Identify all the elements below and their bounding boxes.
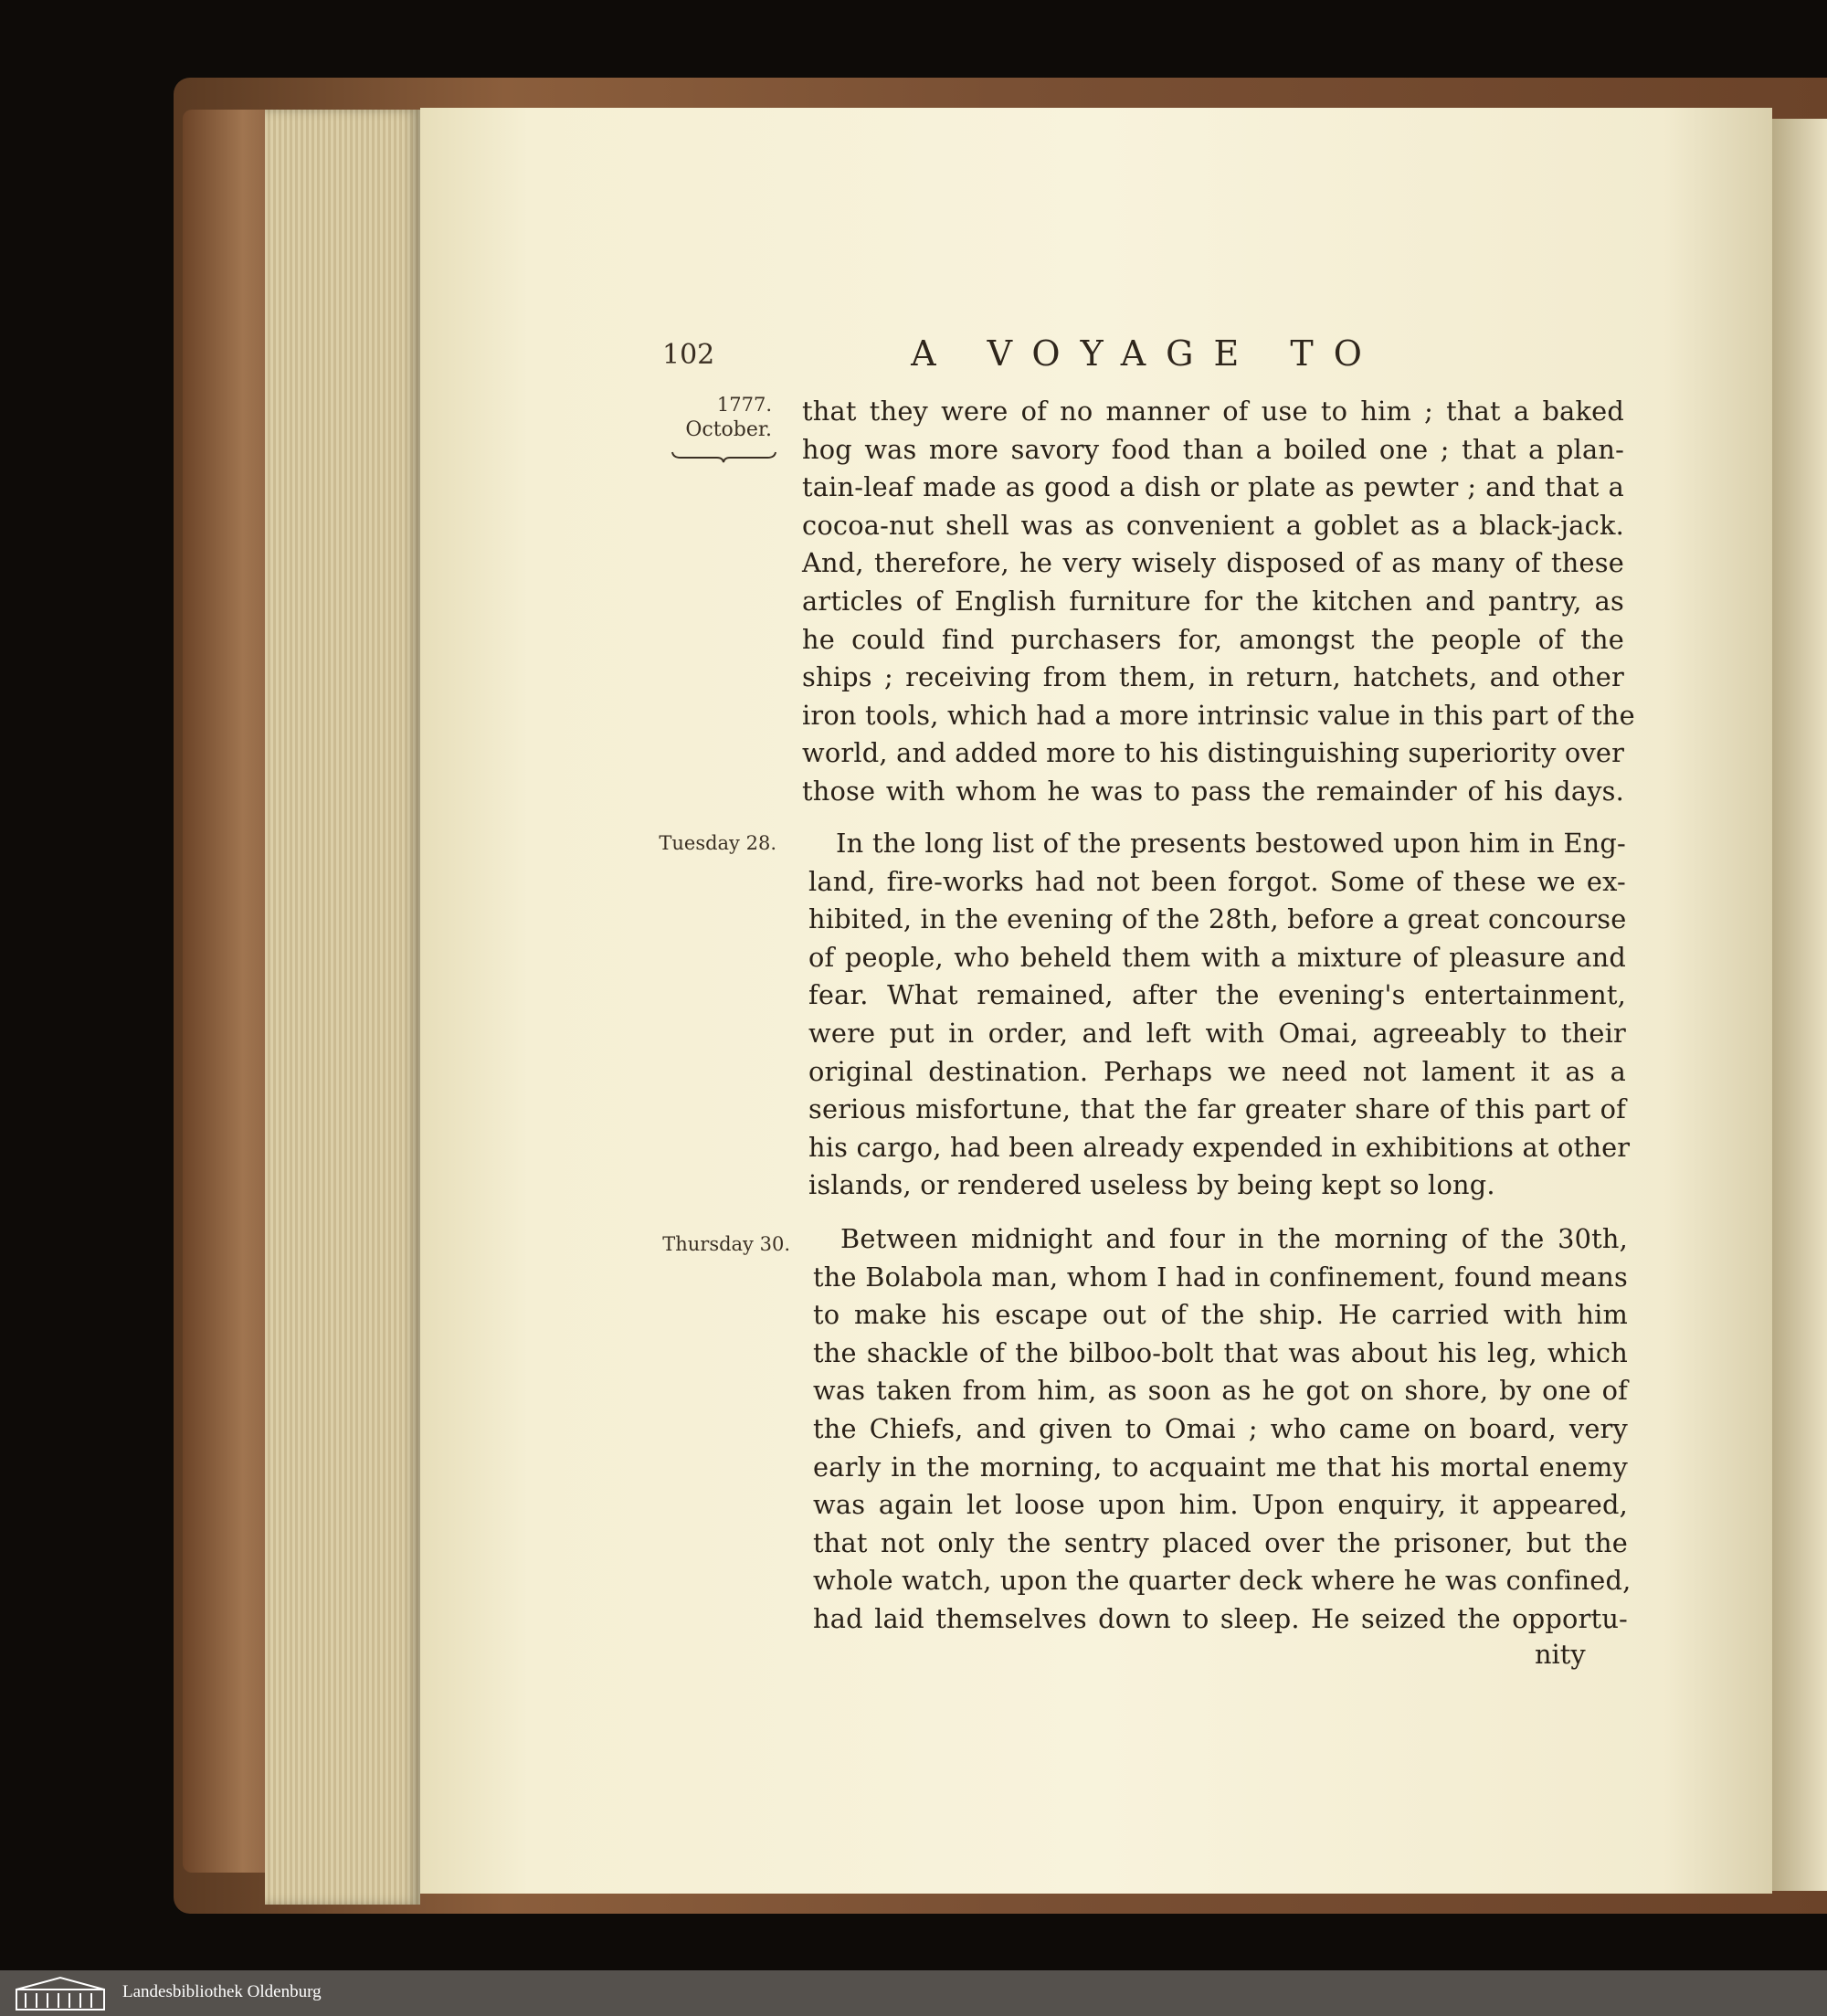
- paragraph-1: [802, 393, 1635, 811]
- paragraph-3: [813, 1220, 1632, 1639]
- text-line: those with whom he was to pass the remainder of his days.: [802, 775, 1624, 807]
- text-line: In the long list of the presents bestowed upon him in Eng-: [836, 828, 1626, 859]
- page-number: 102: [662, 339, 715, 371]
- text-line: cocoa-nut shell was as convenient a goblet as a black-jack.: [802, 509, 1624, 541]
- text-line: his cargo, had been already expended in exhibitions at other: [808, 1131, 1631, 1163]
- text-line: articles of English furniture for the kitchen and pantry, as: [802, 585, 1624, 617]
- facing-page-edge: [1772, 119, 1827, 1891]
- text-line: And, therefore, he very wisely disposed of as many of these: [802, 547, 1624, 579]
- text-line: Between midnight and four in the morning of the 30th,: [840, 1223, 1628, 1254]
- text-line: ships ; receiving from them, in return, hatchets, and other: [802, 661, 1624, 693]
- text-line: the Chiefs, and given to Omai ; who came on board, very: [813, 1412, 1628, 1444]
- text-line: was again let loose upon him. Upon enquiry, it appeared,: [813, 1489, 1628, 1521]
- text-line: he could find purchasers for, amongst the people of the: [802, 623, 1624, 655]
- text-line: were put in order, and left with Omai, agreeably to their: [808, 1017, 1626, 1049]
- footer-institution-name: Landesbibliothek Oldenburg: [122, 1982, 322, 2001]
- margin-note-thursday: Thursday 30.: [662, 1233, 790, 1255]
- text-line: serious misfortune, that the far greater share of this part of: [808, 1093, 1626, 1125]
- running-title: A VOYAGE TO: [911, 333, 1382, 374]
- text-line: was taken from him, as soon as he got on shore, by one of: [813, 1375, 1628, 1407]
- margin-note-year: 1777.: [716, 394, 772, 416]
- text-line: iron tools, which had a more intrinsic value in this part of the: [802, 699, 1635, 731]
- text-line: early in the morning, to acquaint me that his mortal enemy: [813, 1451, 1628, 1483]
- text-line: hibited, in the evening of the 28th, before a great concourse: [808, 903, 1627, 935]
- margin-note-tuesday: Tuesday 28.: [659, 832, 776, 854]
- text-line: hog was more savory food than a boiled one ; that a plan-: [802, 433, 1624, 465]
- text-line: tain-leaf made as good a dish or plate as pewter ; and that a: [802, 471, 1624, 503]
- paragraph-2: [808, 825, 1631, 1205]
- catchword: nity: [1535, 1639, 1586, 1670]
- page-block-edges: [265, 110, 420, 1905]
- text-line: to make his escape out of the ship. He carried with him: [813, 1299, 1628, 1331]
- margin-brace-icon: [671, 450, 776, 463]
- library-building-icon: [15, 1975, 106, 2011]
- text-line: that they were of no manner of use to him ; that a baked: [802, 396, 1624, 427]
- text-line: whole watch, upon the quarter deck where he was confined,: [813, 1565, 1632, 1597]
- text-line: original destination. Perhaps we need not lament it as a: [808, 1055, 1626, 1087]
- text-line: had laid themselves down to sleep. He seized the opportu-: [813, 1602, 1628, 1634]
- text-line: the shackle of the bilboo-bolt that was about his leg, which: [813, 1336, 1628, 1368]
- footer-bar: [0, 1970, 1827, 2016]
- running-head: [662, 333, 1631, 379]
- text-line: islands, or rendered useless by being kept so long.: [808, 1169, 1495, 1201]
- text-line: land, fire-works had not been forgot. Some of these we ex-: [808, 865, 1626, 897]
- text-line: that not only the sentry placed over the prisoner, but the: [813, 1526, 1628, 1558]
- text-line: of people, who beheld them with a mixture of pleasure and: [808, 941, 1626, 973]
- text-line: fear. What remained, after the evening's entertainment,: [808, 979, 1626, 1011]
- text-line: world, and added more to his distinguishing superiority over: [802, 737, 1625, 769]
- margin-note-month: October.: [685, 418, 772, 441]
- text-line: the Bolabola man, whom I had in confinement, found means: [813, 1261, 1628, 1293]
